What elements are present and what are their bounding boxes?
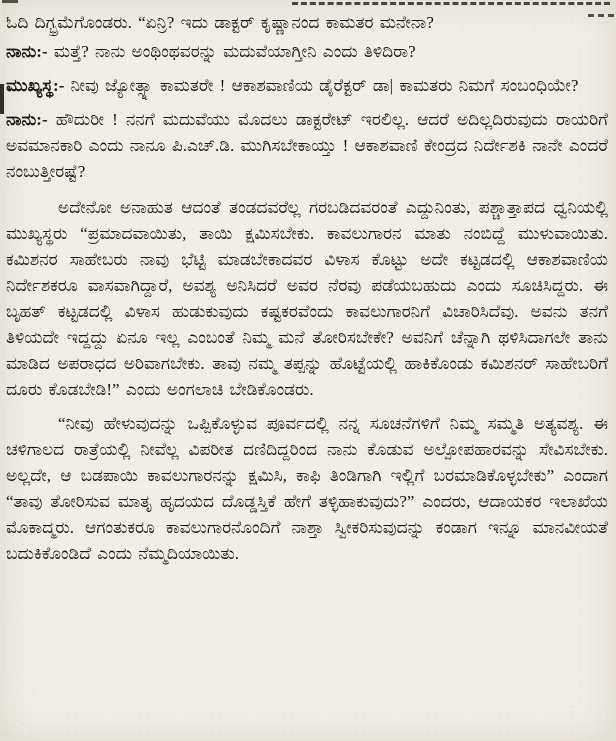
speaker-label-naanu-2: ನಾನು:- [6,110,48,129]
paragraph-text: ಓದಿ ದಿಗ್ಭ್ರಮೆಗೊಂಡರು. “ಏನ್ರಿ? ಇದು ಡಾಕ್ಟರ್ ಕೃಷ್ಣಾನಂದ ಕಾಮತರ ಮನೇನಾ? [6,13,434,32]
paragraph-reply [6,411,608,567]
scan-artifact-edge-mark [0,84,4,114]
dialogue-mukhyastha [6,73,608,99]
paragraph-apology [6,195,608,403]
dialogue-text: ನೀವು ಜ್ಯೋತ್ಸ್ನಾ ಕಾಮತರೇ ! ಆಕಾಶವಾಣಿಯ ಡೈರೆಕ್ಟರ್ ಡಾ| ಕಾಮತರು ನಿಮಗೆ ಸಂಬಂಧಿಯೇ? [70,76,579,95]
dialogue-naanu-2 [6,107,608,185]
speaker-label-mukhyastha: ಮುಖ್ಯಸ್ಥ:- [6,76,65,95]
speaker-label-naanu: ನಾನು:- [6,42,48,61]
paragraph-continuation [6,10,608,36]
dialogue-naanu-1 [6,39,608,65]
paragraph-text: ಅದೇನೋ ಅನಾಹುತ ಆದಂತೆ ತಂಡದವರೆಲ್ಲ ಗರಬಡಿದವರಂತೆ ಎದ್ದುನಿಂತು, ಪಶ್ಚಾತ್ತಾಪದ ಧ್ವನಿಯಲ್ಲಿ ಮುಖ್ಯಸ್ಥರು “ಪ್ರಮಾದವಾಯಿತು, ತಾಯಿ ಕ್ಷಮಿಸಬೇಕು. ಕಾವಲುಗಾರನ ಮಾತು ನಂಬಿದ್ದೆ ಮುಳುವಾಯಿತು. ಕಮಿಶನರ ಸಾಹೇಬರು ನಾವು ಭೆಟ್ಟಿ ಮಾಡಬೇಕಾದವರ ವಿಳಾಸ ಕೊಟ್ಟು ಅದೇ ಕಟ್ಟಡದಲ್ಲಿ ಆಕಾಶವಾಣಿಯ ನಿರ್ದೇಶಕರೂ ವಾಸವಾಗಿದ್ದಾರೆ, ಅವಶ್ಯ ಅನಿಸಿದರೆ ಅವರ ನೆರವು ಪಡೆಯಬಹುದು ಎಂದು ಸೂಚಿಸಿದ್ದರು. ಈ ಬೃಹತ್ ಕಟ್ಟಡದಲ್ಲಿ ವಿಳಾಸ ಹುಡುಕುವುದು ಕಷ್ಟಕರವೆಂದು ಕಾವಲುಗಾರನಿಗೆ ವಿಚಾರಿಸಿದೆವು. ಅವನು ತನಗೆ ತಿಳಿಯದೇ ಇದ್ದದ್ದು ಏನೂ ಇಲ್ಲ ಎಂಬಂತೆ ನಿಮ್ಮ ಮನೆ ತೋರಿಸಬೇಕೇ? ಅವನಿಗೆ ಚೆನ್ನಾಗಿ ಥಳಿಸಿದಾಗಲೇ ತಾನು ಮಾಡಿದ ಅಪರಾಧದ ಅರಿವಾಗಬೇಕು. ತಾವು ನಮ್ಮ ತಪ್ಪನ್ನು ಹೊಟ್ಟೆಯಲ್ಲಿ ಹಾಕಿಕೊಂಡು ಕಮಿಶನರ್ ಸಾಹೇಬರಿಗೆ ದೂರು ಕೊಡಬೇಡಿ!” ಎಂದು ಅಂಗಲಾಚಿ ಬೇಡಿಕೊಂಡರು. [6,198,608,399]
paragraph-text: “ನೀವು ಹೇಳುವುದನ್ನು ಒಪ್ಪಿಕೊಳ್ಳುವ ಪೂರ್ವದಲ್ಲಿ ನನ್ನ ಸೂಚನೆಗಳಿಗೆ ನಿಮ್ಮ ಸಮ್ಮತಿ ಅತ್ಯವಶ್ಯ. ಈ ಚಳಿಗಾಲದ ರಾತ್ರೆಯಲ್ಲಿ ನೀವೆಲ್ಲ ವಿಪರೀತ ದಣಿದಿದ್ದರಿಂದ ನಾನು ಕೊಡುವ ಅಲ್ಪೋಪಹಾರವನ್ನು ಸೇವಿಸಬೇಕು. ಅಲ್ಲದೇ, ಆ ಬಡಪಾಯಿ ಕಾವಲುಗಾರನನ್ನು ಕ್ಷಮಿಸಿ, ಕಾಫಿ ತಿಂಡಿಗಾಗಿ ಇಲ್ಲಿಗೆ ಬರಮಾಡಿಕೊಳ್ಳಬೇಕು” ಎಂದಾಗ “ತಾವು ತೋರಿಸುವ ಮಾತೃ ಹೃದಯದ ದೊಡ್ಡಸ್ತಿಕೆ ಹೇಗೆ ತಳ್ಳಿಹಾಕುವುದು?” ಎಂದರು, ಆದಾಯಕರ ಇಲಾಖೆಯ ಮೊಕಾದ್ಮರು. ಆಗಂತುಕರೂ ಕಾವಲುಗಾರನೊಂದಿಗೆ ನಾಶ್ತಾ ಸ್ವೀಕರಿಸುವುದನ್ನು ಕಂಡಾಗ ಇನ್ನೂ ಮಾನವೀಯತೆ ಬದುಕಿಕೊಂಡಿದೆ ಎಂದು ನೆಮ್ಮದಿಯಾಯಿತು. [6,414,608,563]
scan-artifact-corner-dash [2,0,18,3]
scan-artifact-dashes [292,2,610,5]
dialogue-text: ಮತ್ತೆ? ನಾನು ಅಂಥಿಂಥವರನ್ನು ಮದುವೆಯಾಗ್ತೀನಿ ಎಂದು ತಿಳಿದಿರಾ? [53,42,416,61]
dialogue-text: ಹೌದುರೀ ! ನನಗೆ ಮದುವೆಯು ಮೊದಲು ಡಾಕ್ಟರೇಟ್ ಇರಲಿಲ್ಲ. ಆದರೆ ಅದಿಲ್ಲದಿರುವುದು ರಾಯರಿಗೆ ಅವಮಾನಕಾರಿ ಎಂದು ನಾನೂ ಪಿ.ಎಚ್.ಡಿ. ಮುಗಿಸಬೇಕಾಯ್ತು ! ಆಕಾಶವಾಣಿ ಕೇಂದ್ರದ ನಿರ್ದೇಶಕಿ ನಾನೇ ಎಂದರೆ ನಂಬುತ್ತೀರಷ್ಟೆ? [6,110,608,181]
